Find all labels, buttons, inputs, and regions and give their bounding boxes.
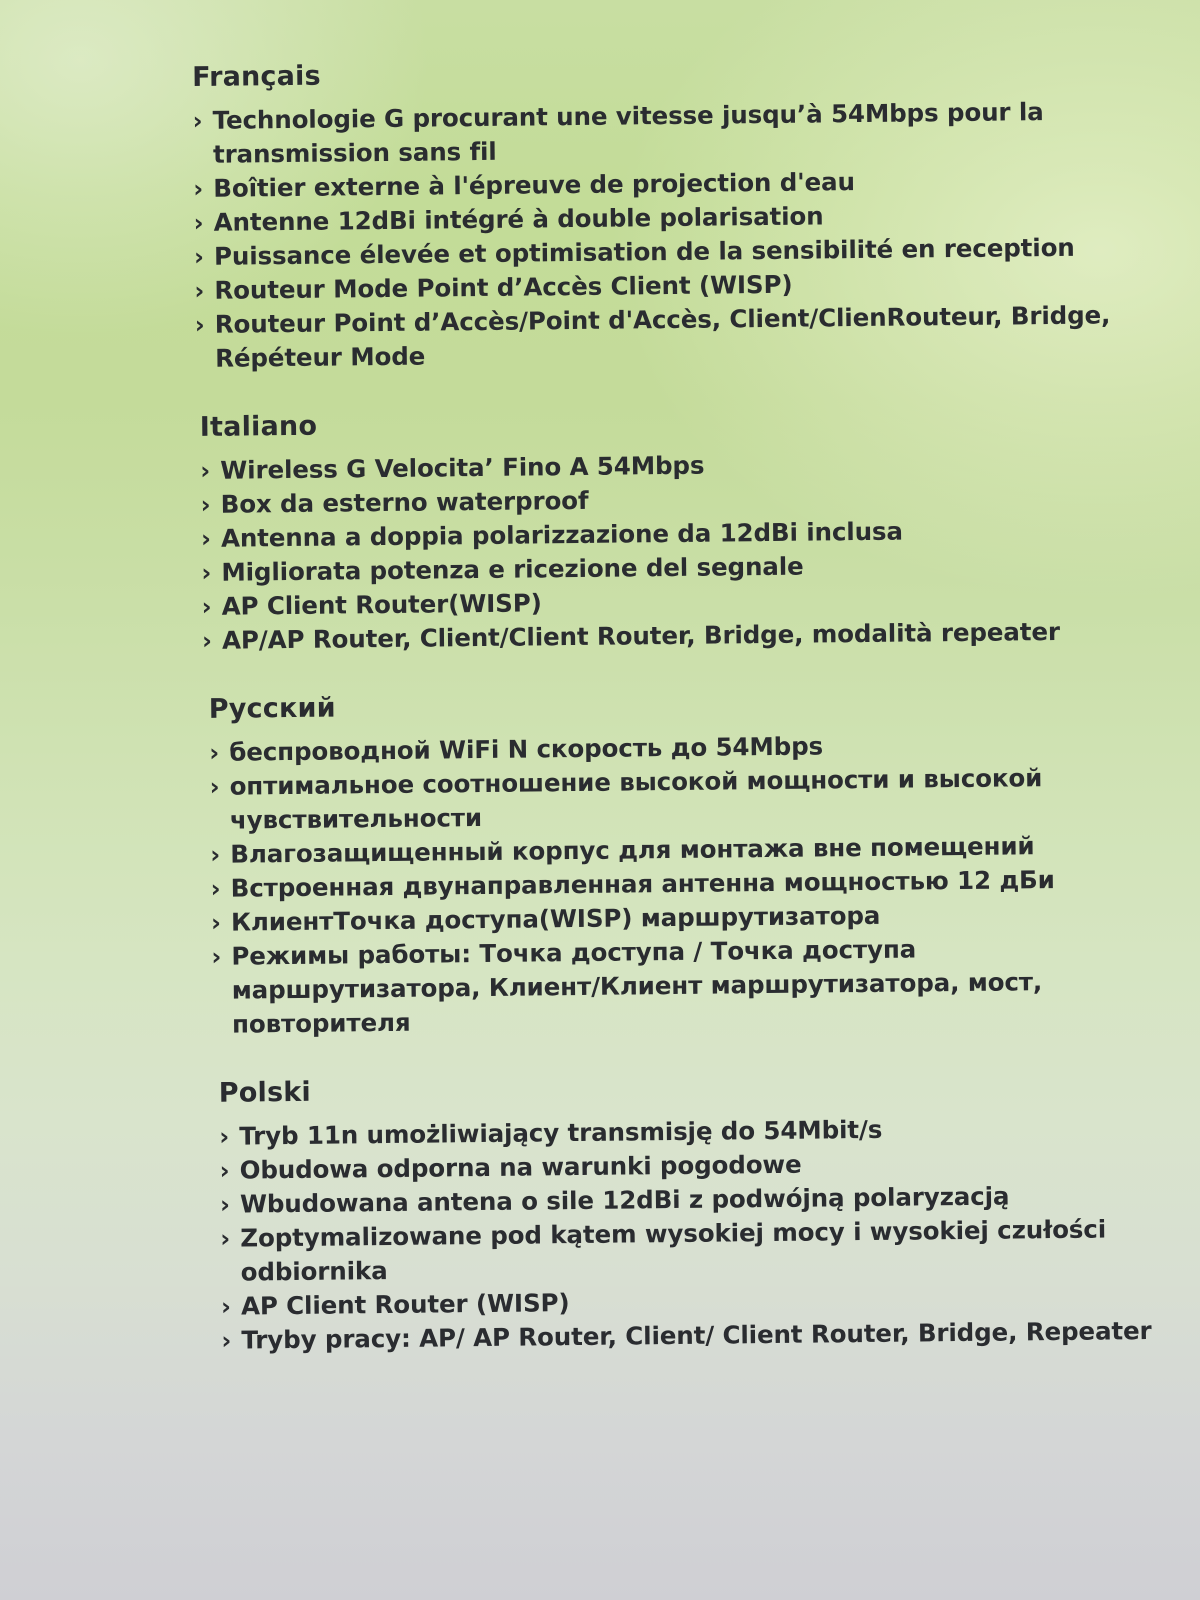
chevron-right-icon: › xyxy=(193,208,204,237)
list-item-text: Tryby pracy: AP/ AP Router, Client/ Client Router, Bridge, Repeater xyxy=(241,1316,1152,1355)
chevron-right-icon: › xyxy=(200,490,211,519)
chevron-right-icon: › xyxy=(209,772,220,801)
chevron-right-icon: › xyxy=(193,174,204,203)
list-item-text: Zoptymalizowane pod kątem wysokiej mocy i wysokiej czułości odbiornika xyxy=(240,1214,1107,1287)
feature-list-french xyxy=(192,94,1155,376)
section-heading-french: Français xyxy=(192,60,321,93)
section-polish xyxy=(219,1066,1166,1358)
list-item-text: Antenne 12dBi intégré à double polarisation xyxy=(213,201,824,237)
chevron-right-icon: › xyxy=(200,456,211,485)
feature-list-russian xyxy=(209,726,1162,1042)
list-item xyxy=(195,298,1156,376)
list-item-text: AP Client Router (WISP) xyxy=(240,1288,570,1321)
list-item-text: Migliorata potenza e ricezione del segnale xyxy=(221,551,804,587)
list-item-text: Boîtier externe à l'épreuve de projection d'eau xyxy=(213,167,856,203)
chevron-right-icon: › xyxy=(210,908,221,937)
list-item-text: Antenna a doppia polarizzazione da 12dBi inclusa xyxy=(220,516,904,553)
chevron-right-icon: › xyxy=(210,840,221,869)
list-item-text: Technologie G procurant une vitesse jusqu’à 54Mbps pour la transmission sans fil xyxy=(212,97,1044,169)
list-item-text: Tryb 11n umożliwiający transmisję do 54Mbit/s xyxy=(239,1114,883,1151)
list-item xyxy=(211,930,1162,1042)
chevron-right-icon: › xyxy=(219,1190,230,1219)
chevron-right-icon: › xyxy=(201,626,213,655)
list-item xyxy=(192,94,1153,172)
list-item-text: Встроенная двунаправленная антенна мощностью 12 дБи xyxy=(230,865,1055,903)
chevron-right-icon: › xyxy=(194,310,205,339)
list-item-text: Routeur Mode Point d’Accès Client (WISP) xyxy=(214,269,793,305)
chevron-right-icon: › xyxy=(193,242,205,271)
chevron-right-icon: › xyxy=(211,942,222,971)
feature-list-polish xyxy=(219,1110,1165,1358)
spec-sheet xyxy=(192,50,1166,1392)
chevron-right-icon: › xyxy=(200,524,211,553)
list-item-text: Wireless G Velocita’ Fino A 54Mbps xyxy=(220,450,705,485)
list-item xyxy=(220,1212,1165,1290)
list-item-text: Routeur Point d’Accès/Point d'Accès, Client/ClienRouteur, Bridge, Répéteur Mode xyxy=(214,300,1111,373)
section-heading-russian: Русский xyxy=(208,692,336,725)
chevron-right-icon: › xyxy=(194,276,205,305)
chevron-right-icon: › xyxy=(221,1326,232,1355)
chevron-right-icon: › xyxy=(192,106,203,135)
chevron-right-icon: › xyxy=(201,558,212,587)
chevron-right-icon: › xyxy=(210,874,221,903)
section-french xyxy=(192,50,1155,376)
list-item-text: AP Client Router(WISP) xyxy=(221,588,542,621)
list-item-text: Puissance élevée et optimisation de la sensibilité en reception xyxy=(213,232,1075,271)
section-heading-polish: Polski xyxy=(218,1076,312,1109)
list-item-text: Wbudowana antena o sile 12dBi z podwójną polaryzacją xyxy=(239,1181,1010,1219)
feature-list-italian xyxy=(200,444,1158,658)
list-item-text: AP/AP Router, Client/Client Router, Bridge, modalità repeater xyxy=(221,616,1061,655)
list-item xyxy=(209,760,1160,838)
list-item-text: Влагозащищенный корпус для монтажа вне помещений xyxy=(230,831,1035,869)
chevron-right-icon: › xyxy=(209,738,220,767)
chevron-right-icon: › xyxy=(201,592,212,621)
list-item-text: КлиентТочка доступа(WISP) маршрутизатора xyxy=(230,900,881,937)
list-item-text: Режимы работы: Точка доступа / Точка доступа маршрутизатора, Клиент/Клиент маршрутизатора, мост, повторителя xyxy=(231,934,1043,1039)
chevron-right-icon: › xyxy=(220,1224,231,1253)
section-italian xyxy=(200,400,1159,658)
list-item-text: Box da esterno waterproof xyxy=(220,485,589,519)
list-item-text: Obudowa odporna na warunki pogodowe xyxy=(239,1149,802,1185)
list-item-text: оптимальное соотношение высокой мощности и высокой чувствительности xyxy=(229,763,1043,835)
section-russian xyxy=(209,682,1163,1042)
chevron-right-icon: › xyxy=(220,1292,232,1321)
section-heading-italian: Italiano xyxy=(199,410,318,443)
chevron-right-icon: › xyxy=(219,1156,230,1185)
list-item-text: беспроводной WiFi N скорость до 54Mbps xyxy=(229,731,824,767)
chevron-right-icon: › xyxy=(219,1122,230,1151)
